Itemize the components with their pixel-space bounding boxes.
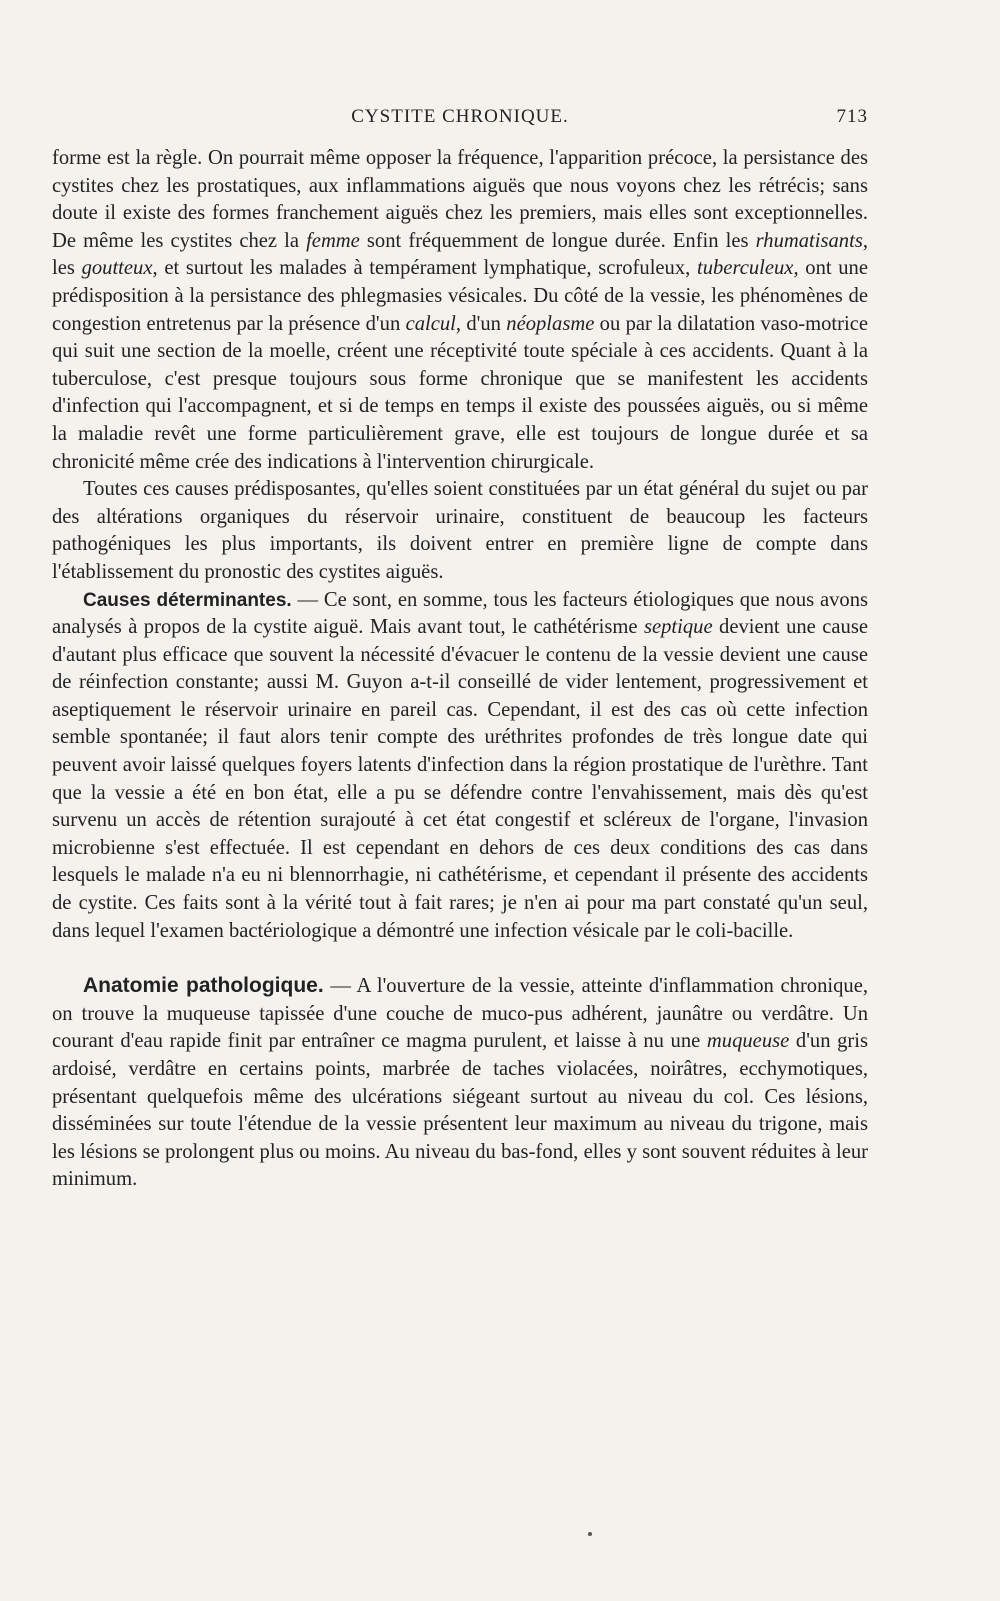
text-run: d'un gris ardoisé, verdâtre en certains points, marbrée de taches violacées, noirâtres, ecchymotiques, présentant quelquefois même des ulcérations siégeant surtout au niveau du col. Ces lésions, disséminées sur toute l'étendue de la vessie présentent leur maximum au niveau du trigone, mais les lésions se prolongent plus ou moins. Au niveau du bas-fond, elles y sont souvent réduites à leur minimum. bbox=[52, 1030, 868, 1191]
text-run: , et surtout les malades à tempérament lymphatique, scrofuleux, bbox=[152, 257, 697, 280]
running-head-title: CYSTITE CHRONIQUE. bbox=[351, 106, 569, 127]
text-run: , d'un bbox=[455, 312, 507, 335]
italic-term: goutteux bbox=[81, 257, 153, 280]
italic-term: calcul bbox=[405, 312, 456, 335]
italic-term: néoplasme bbox=[506, 312, 595, 335]
text-run: , ont une prédisposition à la persistance des phlegmasies vésicales. Du côté de la vessie, les phénomènes de congestion entretenus par la présence d'un bbox=[52, 257, 868, 335]
section-gap bbox=[52, 945, 868, 972]
text-run: — A l'ouverture de la vessie, atteinte d'inflammation chronique, on trouve la muqueuse tapissée d'une couche de muco-pus adhérent, jaunâtre ou verdâtre. Un courant d'eau rapide finit par entraîner ce magma purulent, et laisse à nu une bbox=[52, 975, 869, 1053]
paragraph bbox=[52, 587, 868, 946]
italic-term: septique bbox=[643, 616, 713, 639]
paragraph bbox=[52, 476, 868, 586]
text-run: ou par la dilatation vaso-motrice qui suit une section de la moelle, créent une réceptivité toute spéciale à ces accidents. Quant à la tuberculose, c'est presque toujours sous forme chronique que se manifestent les accidents d'infection qui l'accompagnent, et si de temps en temps il existe des poussées aiguës, ou si même la maladie revêt une forme particulièrement grave, elle est toujours de longue durée et sa chronicité même crée des indications à l'intervention chirurgicale. bbox=[52, 312, 868, 473]
text-run: devient une cause d'autant plus efficace que souvent la nécessité d'évacuer le contenu de la vessie devient une cause de réinfection constante; aussi M. Guyon a-t-il conseillé de vider lentement, progressivement et aseptiquement le réservoir urinaire en pareil cas. Cependant, il est des cas où cette infection semble spontanée; il faut alors tenir compte des uréthrites profondes de très longue date qui peuvent avoir laissé quelques foyers latents d'infection dans la région prostatique de l'urèthre. Tant que la vessie a été en bon état, elle a pu se défendre contre l'envahissement, mais dès qu'est survenu un accès de rétention surajouté à cet état congestif et scléreux de l'organe, l'invasion microbienne s'est effectuée. Il est cependant en dehors de ces deux conditions des cas dans lesquels le malade n'a eu ni blennorrhagie, ni cathétérisme, et cependant il présente des accidents de cystite. Ces faits sont à la vérité tout à fait rares; je n'en ai pour ma part constaté qu'un seul, dans lequel l'examen bactériologique a démontré une infection vésicale par le coli-bacille. bbox=[52, 616, 868, 942]
italic-term: femme bbox=[306, 229, 360, 252]
italic-term: rhumatisants bbox=[755, 229, 863, 252]
body-text bbox=[52, 145, 868, 1194]
text-run: Toutes ces causes prédisposantes, qu'elles soient constituées par un état général du sujet ou par des altérations organiques du réservoir urinaire, constituent de beaucoup les facteurs pathogéniques les plus importants, ils doivent entrer en première ligne de compte dans l'établissement du pronostic des cystites aiguës. bbox=[52, 478, 868, 583]
italic-term: tuberculeux bbox=[696, 257, 794, 280]
section-heading: Anatomie pathologique. bbox=[83, 974, 324, 998]
section-heading: Causes déterminantes. bbox=[83, 589, 292, 611]
ink-speck bbox=[588, 1532, 592, 1536]
text-run: forme est la règle. On pourrait même opposer la fréquence, l'apparition précoce, la persistance des cystites chez les prostatiques, aux inflammations aiguës que nous voyons chez les rétrécis; sans doute il existe des formes franchement aiguës chez les premiers, mais elles sont exceptionnelles. De même les cystites chez la bbox=[52, 147, 868, 252]
paragraph bbox=[52, 972, 868, 1194]
text-run: sont fréquemment de longue durée. Enfin les bbox=[359, 229, 756, 252]
italic-term: muqueuse bbox=[706, 1030, 790, 1053]
running-head bbox=[52, 106, 868, 132]
text-run: , les bbox=[52, 229, 868, 280]
paragraph bbox=[52, 145, 868, 476]
page-number: 713 bbox=[836, 106, 868, 127]
text-run: — Ce sont, en somme, tous les facteurs étiologiques que nous avons analysés à propos de la cystite aiguë. Mais avant tout, le cathétérisme bbox=[52, 588, 869, 639]
